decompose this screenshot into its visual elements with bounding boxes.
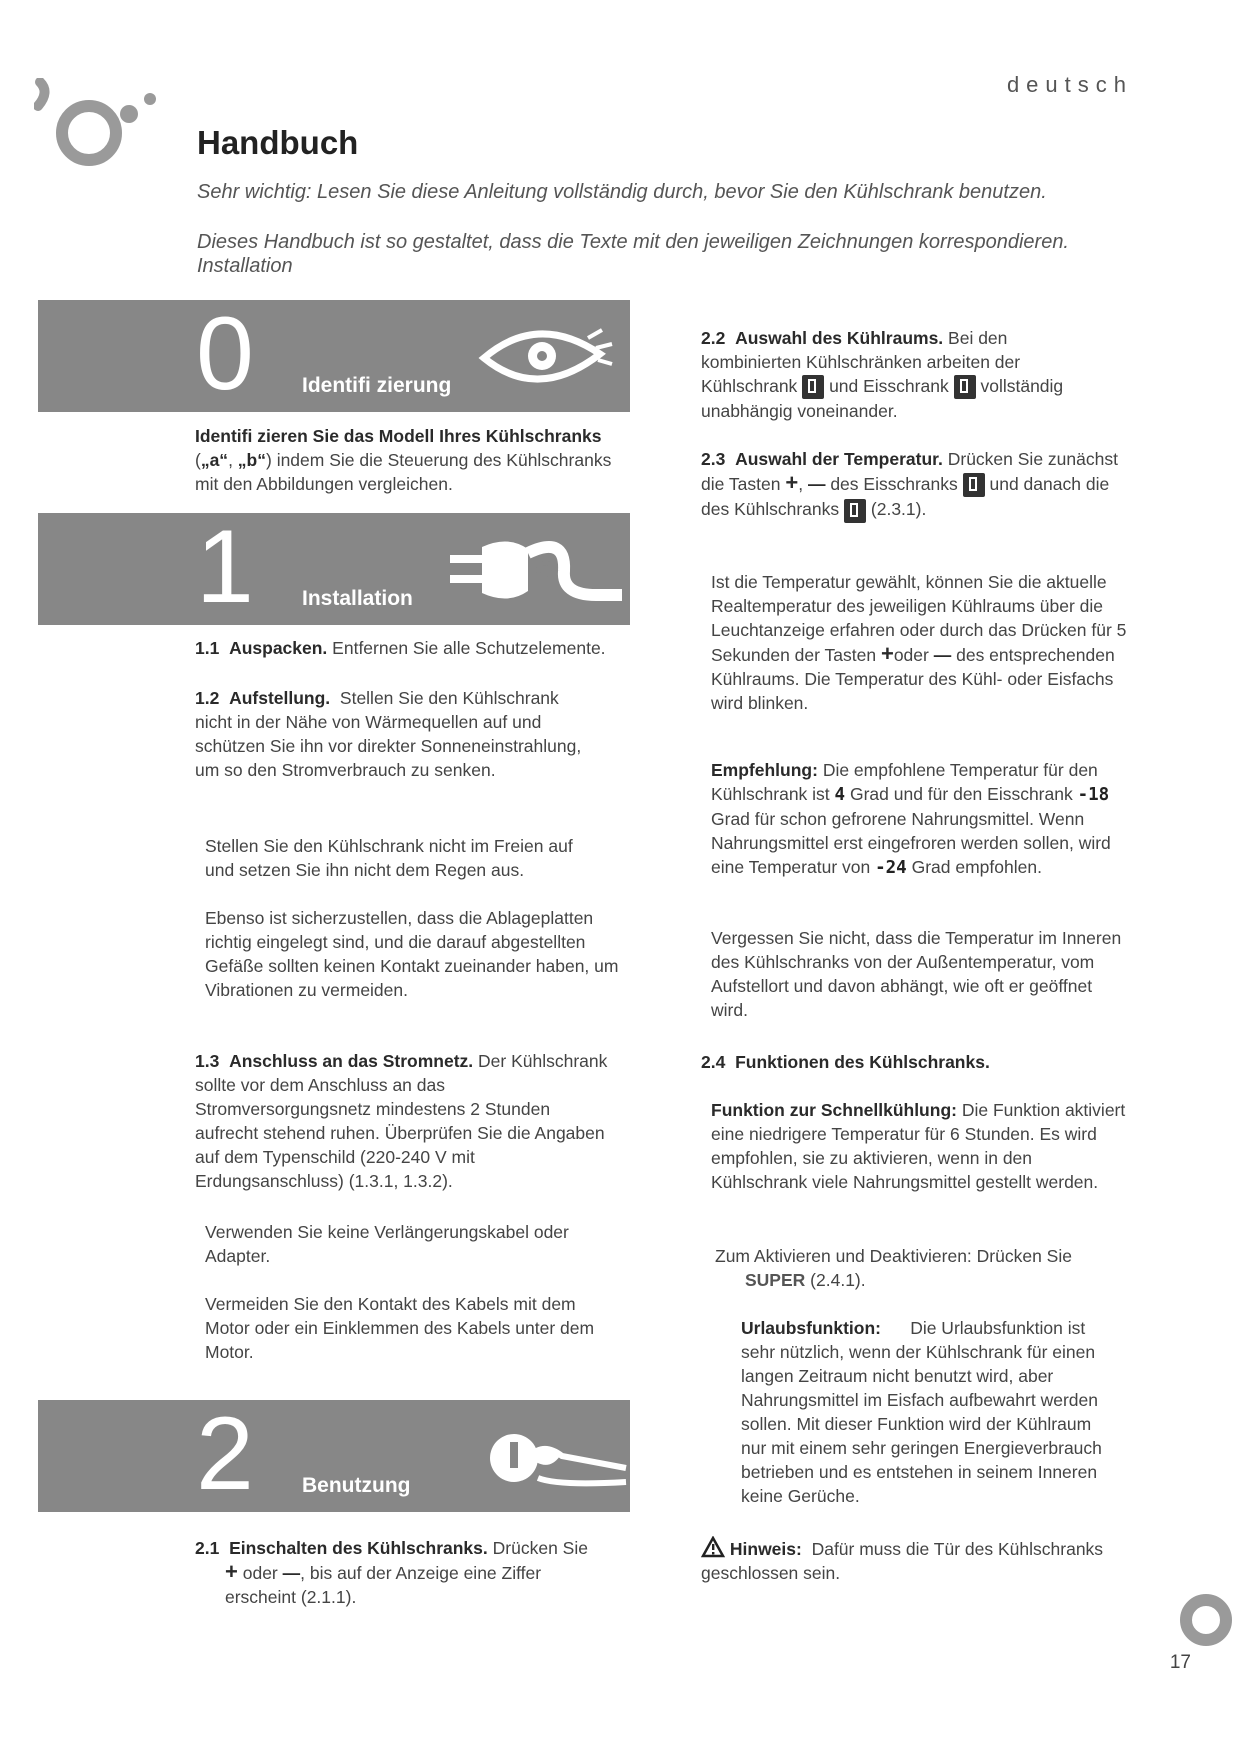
section-band-usage — [38, 1396, 630, 1512]
paragraph-activate — [715, 1244, 1135, 1292]
intro-manual — [197, 230, 1157, 278]
section-label: Installation — [302, 587, 413, 610]
item-body: Drücken Sie — [492, 1538, 588, 1558]
item-body: Bei den kombinierten Kühlschränken arbeiten der Kühlschrank — [701, 328, 1021, 396]
section-number: 1 — [196, 509, 254, 625]
paragraph-2-3 — [701, 447, 1121, 523]
rec-text-4: Grad empfohlen. — [911, 857, 1042, 877]
brand-logo — [34, 78, 174, 178]
section-label: Identifi zierung — [302, 374, 452, 397]
language-label: deutsch — [1006, 72, 1133, 97]
paragraph-1-3-extension: Verwenden Sie keine Verlängerungskabel oder Adapter. — [205, 1222, 569, 1266]
paragraph-1-3 — [195, 1049, 615, 1193]
section-band-installation — [38, 509, 630, 625]
item-body-freezer: des Eisschranks — [830, 474, 958, 494]
item-body: Entfernen Sie alle Schutzelemente. — [332, 638, 606, 658]
corner-logo-fragment — [1166, 1590, 1241, 1650]
item-number: 2.4 — [701, 1052, 726, 1072]
finger-press-icon — [478, 1416, 628, 1502]
minus-icon: — — [807, 474, 826, 494]
paragraph-forget: Vergessen Sie nicht, dass die Temperatur im Inneren des Kühlschranks von der Außentemperatur, vom Aufstellort und davon abhängt, wie oft er geöffnet wird. — [711, 928, 1122, 1020]
plug-icon — [446, 525, 626, 615]
intro-installation: Installation — [197, 255, 293, 277]
item-heading: Empfehlung: — [711, 760, 818, 780]
display-digit-minus-18: -18 — [1077, 785, 1110, 805]
item-heading: Funktion zur Schnellkühlung: — [711, 1100, 957, 1120]
item-body: Ist die Temperatur gewählt, können Sie die aktuelle Realtemperatur des jeweiligen Kühlraums über die Leuchtanzeige erfahren oder durch das Drücken für 5 Sekunden der Tasten — [711, 572, 1127, 665]
freezer-button-icon — [954, 375, 976, 399]
freezer-button-icon — [963, 473, 985, 497]
item-body: Zum Aktivieren und Deaktivieren: Drücken Sie — [715, 1246, 1072, 1266]
item-body-fridge: und danach die des Kühlschranks — [701, 474, 1110, 520]
minus-icon: — — [282, 1563, 301, 1583]
item-heading: Auswahl des Kühlraums. — [735, 328, 944, 348]
plus-icon: + — [785, 470, 799, 495]
minus-icon: — — [933, 645, 952, 665]
item-body: Drücken Sie zunächst die Tasten — [701, 449, 1118, 494]
plus-icon: + — [225, 1559, 238, 1584]
paragraph-note — [701, 1536, 1131, 1585]
paragraph-fast-cooling — [711, 1098, 1131, 1194]
item-body: Der Kühlschrank sollte vor dem Anschluss an das Stromversorgungsnetz mindestens 2 Stunden aufrecht stehend ruhen. Überprüfen Sie die Angaben auf dem Typenschild (220-240 V mit Erdungsanschluss) (1.3.1, 1.3.2). — [195, 1051, 608, 1191]
super-line — [715, 1268, 1135, 1292]
identify-open: ( — [195, 450, 201, 470]
item-body-cont: , bis auf der Anzeige eine Ziffer erscheint (2.1.1). — [225, 1563, 542, 1607]
section-label: Benutzung — [302, 1474, 411, 1497]
item-number: 1.2 — [195, 688, 220, 708]
paragraph-recommendation — [711, 758, 1141, 880]
display-digit-minus-24: -24 — [875, 858, 907, 878]
paragraph-1-2-outdoor: Stellen Sie den Kühlschrank nicht im Freien auf und setzen Sie ihn nicht dem Regen aus. — [205, 836, 573, 880]
intro-manual-line: Dieses Handbuch ist so gestaltet, dass die Texte mit den jeweiligen Zeichnungen korrespondieren. — [197, 231, 1069, 253]
rec-text-3: Grad für schon gefrorene Nahrungsmittel. Wenn Nahrungsmittel erst eingefroren werden sollen, wird eine Temperatur von — [711, 809, 1111, 877]
conj-oder: oder — [242, 1563, 278, 1583]
identify-body: ) indem Sie die Steuerung des Kühlschranks mit den Abbildungen vergleichen. — [195, 450, 612, 494]
eye-icon — [478, 316, 618, 396]
paragraph-2-2 — [701, 326, 1101, 423]
section-band-identification — [38, 296, 630, 412]
item-heading: Anschluss an das Stromnetz. — [229, 1051, 474, 1071]
item-heading: Funktionen des Kühlschranks. — [735, 1052, 990, 1072]
page-title: Handbuch — [197, 124, 359, 161]
item-heading: Aufstellung. — [229, 688, 331, 708]
model-a-label: „a“ — [200, 450, 229, 470]
item-heading: Hinweis: — [729, 1539, 802, 1559]
item-heading: Auspacken. — [229, 638, 328, 658]
item-body: Stellen Sie den Kühlschrank nicht in der Nähe von Wärmequellen auf und schützen Sie ihn vor direkter Sonneneinstrahlung, um so den Stromverbrauch zu senken. — [195, 688, 582, 780]
paragraph-1-1 — [195, 636, 625, 660]
paragraph-2-4 — [701, 1050, 1121, 1074]
rec-text-1: Die empfohlene Temperatur für den Kühlschrank ist — [711, 760, 1098, 804]
plus-icon: + — [880, 641, 894, 666]
item-number: 1.1 — [195, 638, 220, 658]
item-heading: Urlaubsfunktion: — [741, 1318, 881, 1338]
item-number: 2.3 — [701, 449, 726, 469]
conj-oder: oder — [893, 645, 929, 665]
item-heading: Einschalten des Kühlschranks. — [229, 1538, 488, 1558]
item-body-ref: (2.3.1). — [870, 499, 927, 520]
model-b-label: „b“ — [237, 450, 266, 470]
item-body-und: und Eisschrank — [829, 376, 949, 396]
paragraph-temperature-display — [711, 570, 1131, 715]
paragraph-2-1 — [195, 1536, 615, 1609]
warning-icon — [701, 1536, 725, 1558]
item-body: Die Urlaubsfunktion ist sehr nützlich, wenn der Kühlschrank für einen langen Zeitraum nicht benutzt wird, aber Nahrungsmittel im Eisfach aufbewahrt werden sollen. Mit dieser Funktion wird der Kühlraum nur mit einem sehr geringen Energieverbrauch betrieben und es entstehen in seinem Inneren keine Gerüche. — [741, 1318, 1102, 1506]
button-line — [195, 1560, 615, 1609]
item-number: 2.2 — [701, 328, 726, 348]
item-body-cont: des entsprechenden Kühlraums. Die Temperatur des Kühl- oder Eisfachs wird blinken. — [711, 645, 1115, 713]
rec-text-2: Grad und für den Eisschrank — [849, 784, 1073, 804]
item-ref: (2.4.1). — [810, 1270, 866, 1290]
comma: , — [798, 474, 804, 494]
section-number: 2 — [196, 1396, 254, 1512]
item-body: Dafür muss die Tür des Kühlschranks geschlossen sein. — [701, 1539, 1104, 1583]
item-heading: Auswahl der Temperatur. — [735, 449, 943, 469]
paragraph-1-2-shelves: Ebenso ist sicherzustellen, dass die Ablageplatten richtig eingelegt sind, und die darauf abgestellten Gefäße sollten keinen Kontakt zueinander haben, um Vibrationen zu vermeiden. — [205, 908, 619, 1000]
fridge-button-icon — [802, 375, 824, 399]
section-number: 0 — [196, 296, 254, 412]
paragraph-1-2 — [195, 686, 595, 782]
item-number: 2.1 — [195, 1538, 220, 1558]
item-body: Die Funktion aktiviert eine niedrigere Temperatur für 6 Stunden. Es wird empfohlen, sie zu aktivieren, wenn in den Kühlschrank viele Nahrungsmittel gestellt werden. — [711, 1100, 1126, 1192]
item-body-end: vollständig unabhängig voneinander. — [701, 376, 1064, 422]
intro-important: Sehr wichtig: Lesen Sie diese Anleitung vollständig durch, bevor Sie den Kühlschrank benutzen. — [197, 181, 1047, 203]
identify-paragraph — [195, 424, 625, 496]
display-digit-4: 4 — [834, 785, 846, 805]
fridge-button-icon — [844, 499, 866, 523]
model-separator: , — [228, 450, 238, 470]
super-button-label: SUPER — [745, 1270, 806, 1290]
item-number: 1.3 — [195, 1051, 220, 1071]
paragraph-holiday — [741, 1316, 1121, 1508]
identify-heading: Identifi zieren Sie das Modell Ihres Kühlschranks — [195, 426, 602, 446]
page-number: 17 — [1169, 1652, 1191, 1673]
paragraph-1-3-cable: Vermeiden Sie den Kontakt des Kabels mit dem Motor oder ein Einklemmen des Kabels unter dem Motor. — [205, 1294, 595, 1362]
